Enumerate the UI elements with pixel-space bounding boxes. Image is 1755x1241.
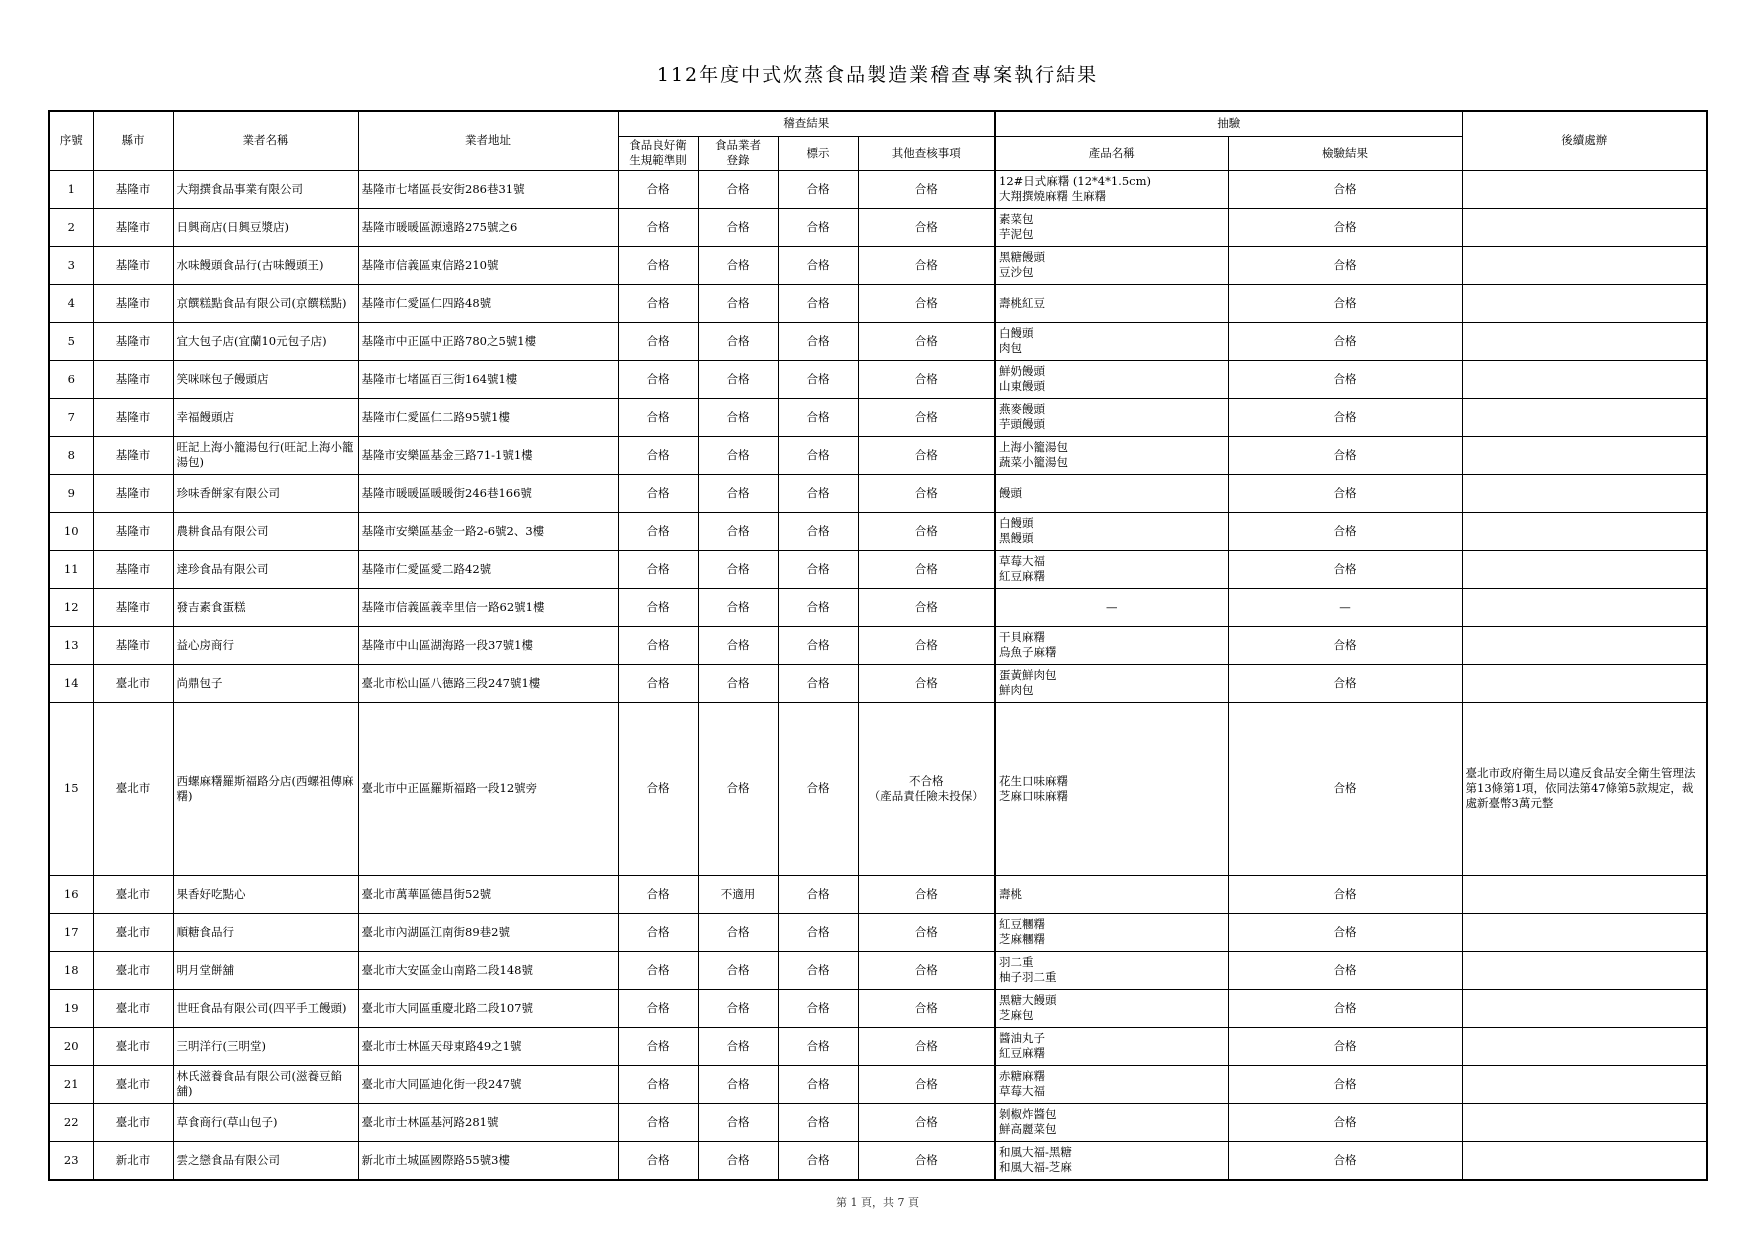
- cell-registration: 合格: [698, 702, 778, 875]
- cell-no: 12: [49, 588, 93, 626]
- cell-product: 剝椒炸醬包 鮮高麗菜包: [995, 1103, 1228, 1141]
- cell-test-result: 合格: [1228, 875, 1462, 913]
- cell-address: 基隆市安樂區基金三路71-1號1樓: [358, 436, 618, 474]
- table-row: [49, 702, 1707, 875]
- cell-other: 合格: [858, 1141, 995, 1180]
- cell-registration: 合格: [698, 664, 778, 702]
- cell-followup: [1462, 626, 1707, 664]
- table-row: [49, 588, 1707, 626]
- cell-address: 臺北市士林區基河路281號: [358, 1103, 618, 1141]
- cell-test-result: 合格: [1228, 170, 1462, 208]
- cell-county: 臺北市: [93, 664, 173, 702]
- cell-labeling: 合格: [778, 588, 858, 626]
- cell-county: 臺北市: [93, 1065, 173, 1103]
- cell-test-result: 合格: [1228, 284, 1462, 322]
- cell-business-name: 西螺麻糬羅斯福路分店(西螺祖傳麻糬): [173, 702, 358, 875]
- cell-other: 合格: [858, 913, 995, 951]
- cell-ghp: 合格: [618, 913, 698, 951]
- cell-business-name: 幸福饅頭店: [173, 398, 358, 436]
- cell-registration: 合格: [698, 951, 778, 989]
- cell-product: 蛋黃鮮肉包 鮮肉包: [995, 664, 1228, 702]
- cell-ghp: 合格: [618, 284, 698, 322]
- header-other: 其他查核事項: [858, 136, 995, 170]
- cell-address: 臺北市內湖區江南街89巷2號: [358, 913, 618, 951]
- cell-registration: 合格: [698, 170, 778, 208]
- header-product: 產品名稱: [995, 136, 1228, 170]
- cell-test-result: 合格: [1228, 1065, 1462, 1103]
- cell-labeling: 合格: [778, 1103, 858, 1141]
- cell-test-result: 合格: [1228, 1027, 1462, 1065]
- cell-labeling: 合格: [778, 1027, 858, 1065]
- cell-ghp: 合格: [618, 246, 698, 284]
- cell-registration: 合格: [698, 626, 778, 664]
- table-row: [49, 436, 1707, 474]
- cell-address: 基隆市暖暖區源遠路275號之6: [358, 208, 618, 246]
- cell-business-name: 益心房商行: [173, 626, 358, 664]
- cell-registration: 合格: [698, 913, 778, 951]
- cell-business-name: 尚鼎包子: [173, 664, 358, 702]
- cell-no: 8: [49, 436, 93, 474]
- cell-business-name: 京饌糕點食品有限公司(京饌糕點): [173, 284, 358, 322]
- table-row: [49, 875, 1707, 913]
- header-followup: 後續處辦: [1462, 111, 1707, 170]
- table-row: [49, 398, 1707, 436]
- cell-address: 基隆市中山區湖海路一段37號1樓: [358, 626, 618, 664]
- cell-followup: [1462, 1141, 1707, 1180]
- cell-business-name: 順糖食品行: [173, 913, 358, 951]
- cell-no: 13: [49, 626, 93, 664]
- cell-business-name: 日興商店(日興豆漿店): [173, 208, 358, 246]
- cell-other: 合格: [858, 1027, 995, 1065]
- cell-other: 合格: [858, 875, 995, 913]
- page-footer: 第 1 頁，共 7 頁: [836, 1196, 919, 1209]
- cell-test-result: 合格: [1228, 360, 1462, 398]
- header-registration: 食品業者 登錄: [698, 136, 778, 170]
- cell-ghp: 合格: [618, 208, 698, 246]
- cell-no: 11: [49, 550, 93, 588]
- cell-address: 基隆市仁愛區仁二路95號1樓: [358, 398, 618, 436]
- cell-business-name: 珍味香餅家有限公司: [173, 474, 358, 512]
- cell-product: 12#日式麻糬 (12*4*1.5cm) 大翔撰燒麻糬 生麻糬: [995, 170, 1228, 208]
- cell-county: 基隆市: [93, 512, 173, 550]
- cell-test-result: 合格: [1228, 702, 1462, 875]
- cell-no: 10: [49, 512, 93, 550]
- cell-registration: 合格: [698, 436, 778, 474]
- cell-county: 基隆市: [93, 550, 173, 588]
- cell-other: 合格: [858, 550, 995, 588]
- header-county: 縣市: [93, 111, 173, 170]
- cell-labeling: 合格: [778, 626, 858, 664]
- cell-product: 素菜包 芋泥包: [995, 208, 1228, 246]
- table-row: [49, 208, 1707, 246]
- cell-followup: [1462, 246, 1707, 284]
- cell-county: 基隆市: [93, 170, 173, 208]
- cell-no: 6: [49, 360, 93, 398]
- cell-address: 基隆市信義區義幸里信一路62號1樓: [358, 588, 618, 626]
- cell-no: 19: [49, 989, 93, 1027]
- cell-test-result: 合格: [1228, 550, 1462, 588]
- cell-registration: 合格: [698, 989, 778, 1027]
- cell-county: 基隆市: [93, 246, 173, 284]
- cell-business-name: 三明洋行(三明堂): [173, 1027, 358, 1065]
- table-row: [49, 664, 1707, 702]
- cell-county: 臺北市: [93, 702, 173, 875]
- cell-other: 合格: [858, 664, 995, 702]
- cell-county: 臺北市: [93, 913, 173, 951]
- cell-product: 和風大福-黑糖 和風大福-芝麻: [995, 1141, 1228, 1180]
- cell-product: 紅豆糰糬 芝麻糰糬: [995, 913, 1228, 951]
- cell-business-name: 果香好吃點心: [173, 875, 358, 913]
- cell-followup: [1462, 1103, 1707, 1141]
- cell-other: 合格: [858, 284, 995, 322]
- cell-registration: 合格: [698, 246, 778, 284]
- cell-followup: [1462, 913, 1707, 951]
- cell-address: 基隆市仁愛區仁四路48號: [358, 284, 618, 322]
- cell-county: 臺北市: [93, 875, 173, 913]
- cell-followup: [1462, 664, 1707, 702]
- cell-product: 干貝麻糬 烏魚子麻糬: [995, 626, 1228, 664]
- cell-county: 基隆市: [93, 322, 173, 360]
- cell-no: 18: [49, 951, 93, 989]
- cell-ghp: 合格: [618, 989, 698, 1027]
- cell-registration: 合格: [698, 474, 778, 512]
- cell-registration: 合格: [698, 512, 778, 550]
- table-row: [49, 913, 1707, 951]
- cell-labeling: 合格: [778, 246, 858, 284]
- cell-product: 鮮奶饅頭 山東饅頭: [995, 360, 1228, 398]
- cell-ghp: 合格: [618, 170, 698, 208]
- cell-ghp: 合格: [618, 550, 698, 588]
- cell-no: 16: [49, 875, 93, 913]
- cell-other: 合格: [858, 170, 995, 208]
- cell-other: 不合格 （產品責任險未投保）: [858, 702, 995, 875]
- cell-address: 基隆市七堵區百三街164號1樓: [358, 360, 618, 398]
- table-row: [49, 1141, 1707, 1180]
- table-row: [49, 474, 1707, 512]
- cell-followup: [1462, 1027, 1707, 1065]
- cell-labeling: 合格: [778, 208, 858, 246]
- cell-address: 臺北市中正區羅斯福路一段12號旁: [358, 702, 618, 875]
- cell-followup: [1462, 588, 1707, 626]
- cell-county: 基隆市: [93, 474, 173, 512]
- cell-product: —: [995, 588, 1228, 626]
- cell-followup: [1462, 360, 1707, 398]
- table-row: [49, 170, 1707, 208]
- cell-ghp: 合格: [618, 1103, 698, 1141]
- cell-labeling: 合格: [778, 170, 858, 208]
- cell-business-name: 農耕食品有限公司: [173, 512, 358, 550]
- cell-followup: [1462, 208, 1707, 246]
- cell-test-result: 合格: [1228, 951, 1462, 989]
- cell-registration: 合格: [698, 208, 778, 246]
- cell-business-name: 達珍食品有限公司: [173, 550, 358, 588]
- cell-business-name: 草食商行(草山包子): [173, 1103, 358, 1141]
- cell-labeling: 合格: [778, 398, 858, 436]
- cell-labeling: 合格: [778, 550, 858, 588]
- table-row: [49, 1027, 1707, 1065]
- cell-other: 合格: [858, 626, 995, 664]
- cell-product: 黑糖饅頭 豆沙包: [995, 246, 1228, 284]
- cell-business-name: 大翔撰食品事業有限公司: [173, 170, 358, 208]
- cell-product: 羽二重 柚子羽二重: [995, 951, 1228, 989]
- cell-followup: [1462, 875, 1707, 913]
- cell-labeling: 合格: [778, 989, 858, 1027]
- cell-no: 7: [49, 398, 93, 436]
- cell-labeling: 合格: [778, 360, 858, 398]
- cell-no: 17: [49, 913, 93, 951]
- cell-address: 基隆市信義區東信路210號: [358, 246, 618, 284]
- cell-other: 合格: [858, 1065, 995, 1103]
- cell-labeling: 合格: [778, 322, 858, 360]
- cell-other: 合格: [858, 474, 995, 512]
- cell-no: 1: [49, 170, 93, 208]
- header-name: 業者名稱: [173, 111, 358, 170]
- cell-other: 合格: [858, 208, 995, 246]
- cell-product: 花生口味麻糬 芝麻口味麻糬: [995, 702, 1228, 875]
- cell-ghp: 合格: [618, 626, 698, 664]
- header-inspection-group: 稽查結果: [618, 111, 995, 136]
- table-row: [49, 1065, 1707, 1103]
- cell-county: 臺北市: [93, 1027, 173, 1065]
- table-row: [49, 550, 1707, 588]
- table-row: [49, 626, 1707, 664]
- cell-product: 草莓大福 紅豆麻糬: [995, 550, 1228, 588]
- cell-followup: [1462, 512, 1707, 550]
- cell-no: 22: [49, 1103, 93, 1141]
- header-labeling: 標示: [778, 136, 858, 170]
- cell-other: 合格: [858, 322, 995, 360]
- cell-other: 合格: [858, 246, 995, 284]
- cell-labeling: 合格: [778, 875, 858, 913]
- cell-business-name: 林氏滋養食品有限公司(滋養豆餡舖): [173, 1065, 358, 1103]
- cell-business-name: 發吉素食蛋糕: [173, 588, 358, 626]
- cell-labeling: 合格: [778, 284, 858, 322]
- cell-no: 4: [49, 284, 93, 322]
- cell-county: 基隆市: [93, 398, 173, 436]
- cell-followup: [1462, 436, 1707, 474]
- cell-business-name: 雲之戀食品有限公司: [173, 1141, 358, 1180]
- cell-followup: [1462, 1065, 1707, 1103]
- cell-test-result: 合格: [1228, 322, 1462, 360]
- cell-no: 9: [49, 474, 93, 512]
- cell-product: 黑糖大饅頭 芝麻包: [995, 989, 1228, 1027]
- cell-other: 合格: [858, 436, 995, 474]
- cell-test-result: 合格: [1228, 436, 1462, 474]
- table-body: [49, 170, 1707, 1180]
- cell-labeling: 合格: [778, 1141, 858, 1180]
- table-row: [49, 512, 1707, 550]
- table-row: [49, 1103, 1707, 1141]
- cell-test-result: 合格: [1228, 1141, 1462, 1180]
- cell-address: 臺北市士林區天母東路49之1號: [358, 1027, 618, 1065]
- cell-test-result: 合格: [1228, 512, 1462, 550]
- table-row: [49, 989, 1707, 1027]
- cell-other: 合格: [858, 951, 995, 989]
- cell-registration: 合格: [698, 550, 778, 588]
- cell-product: 饅頭: [995, 474, 1228, 512]
- cell-followup: [1462, 550, 1707, 588]
- cell-product: 赤糖麻糬 草莓大福: [995, 1065, 1228, 1103]
- cell-no: 15: [49, 702, 93, 875]
- cell-county: 新北市: [93, 1141, 173, 1180]
- cell-followup: 臺北市政府衛生局以違反食品安全衛生管理法第13條第1項，依同法第47條第5款規定，裁處新臺幣3萬元整: [1462, 702, 1707, 875]
- cell-registration: 合格: [698, 322, 778, 360]
- table-row: [49, 322, 1707, 360]
- cell-business-name: 笑咪咪包子饅頭店: [173, 360, 358, 398]
- header-no: 序號: [49, 111, 93, 170]
- cell-no: 3: [49, 246, 93, 284]
- cell-address: 新北市土城區國際路55號3樓: [358, 1141, 618, 1180]
- cell-address: 基隆市安樂區基金一路2-6號2、3樓: [358, 512, 618, 550]
- cell-test-result: 合格: [1228, 246, 1462, 284]
- cell-ghp: 合格: [618, 664, 698, 702]
- cell-county: 基隆市: [93, 588, 173, 626]
- cell-registration: 不適用: [698, 875, 778, 913]
- cell-followup: [1462, 474, 1707, 512]
- cell-ghp: 合格: [618, 1065, 698, 1103]
- cell-ghp: 合格: [618, 1027, 698, 1065]
- table-row: [49, 246, 1707, 284]
- cell-test-result: 合格: [1228, 989, 1462, 1027]
- cell-followup: [1462, 322, 1707, 360]
- table-row: [49, 284, 1707, 322]
- cell-test-result: 合格: [1228, 626, 1462, 664]
- cell-address: 臺北市大同區重慶北路二段107號: [358, 989, 618, 1027]
- cell-labeling: 合格: [778, 702, 858, 875]
- header-ghp: 食品良好衛 生規範準則: [618, 136, 698, 170]
- cell-county: 基隆市: [93, 360, 173, 398]
- cell-labeling: 合格: [778, 913, 858, 951]
- cell-address: 基隆市暖暖區暖暖街246巷166號: [358, 474, 618, 512]
- cell-ghp: 合格: [618, 702, 698, 875]
- cell-product: 燕麥饅頭 芋頭饅頭: [995, 398, 1228, 436]
- cell-labeling: 合格: [778, 436, 858, 474]
- cell-county: 臺北市: [93, 951, 173, 989]
- cell-labeling: 合格: [778, 1065, 858, 1103]
- cell-labeling: 合格: [778, 664, 858, 702]
- cell-county: 臺北市: [93, 1103, 173, 1141]
- cell-ghp: 合格: [618, 951, 698, 989]
- cell-other: 合格: [858, 398, 995, 436]
- cell-no: 23: [49, 1141, 93, 1180]
- cell-registration: 合格: [698, 1065, 778, 1103]
- cell-followup: [1462, 989, 1707, 1027]
- cell-test-result: 合格: [1228, 208, 1462, 246]
- cell-followup: [1462, 398, 1707, 436]
- cell-business-name: 水味饅頭食品行(古味饅頭王): [173, 246, 358, 284]
- cell-ghp: 合格: [618, 512, 698, 550]
- cell-address: 臺北市大安區金山南路二段148號: [358, 951, 618, 989]
- cell-registration: 合格: [698, 1103, 778, 1141]
- cell-test-result: 合格: [1228, 913, 1462, 951]
- cell-test-result: 合格: [1228, 474, 1462, 512]
- cell-registration: 合格: [698, 284, 778, 322]
- table-row: [49, 951, 1707, 989]
- cell-county: 基隆市: [93, 208, 173, 246]
- cell-registration: 合格: [698, 360, 778, 398]
- cell-county: 臺北市: [93, 989, 173, 1027]
- cell-business-name: 宜大包子店(宜蘭10元包子店): [173, 322, 358, 360]
- cell-business-name: 世旺食品有限公司(四平手工饅頭): [173, 989, 358, 1027]
- cell-address: 基隆市七堵區長安街286巷31號: [358, 170, 618, 208]
- cell-test-result: 合格: [1228, 398, 1462, 436]
- cell-ghp: 合格: [618, 360, 698, 398]
- cell-ghp: 合格: [618, 588, 698, 626]
- inspection-results-table: [48, 110, 1708, 1181]
- cell-ghp: 合格: [618, 436, 698, 474]
- cell-followup: [1462, 284, 1707, 322]
- header-address: 業者地址: [358, 111, 618, 170]
- cell-other: 合格: [858, 588, 995, 626]
- cell-product: 白饅頭 肉包: [995, 322, 1228, 360]
- cell-registration: 合格: [698, 398, 778, 436]
- cell-product: 壽桃紅豆: [995, 284, 1228, 322]
- cell-test-result: 合格: [1228, 1103, 1462, 1141]
- cell-ghp: 合格: [618, 398, 698, 436]
- cell-no: 2: [49, 208, 93, 246]
- cell-county: 基隆市: [93, 626, 173, 664]
- cell-product: 醬油丸子 紅豆麻糬: [995, 1027, 1228, 1065]
- cell-product: 上海小籠湯包 蔬菜小籠湯包: [995, 436, 1228, 474]
- header-sampling-group: 抽驗: [995, 111, 1462, 136]
- cell-address: 臺北市松山區八德路三段247號1樓: [358, 664, 618, 702]
- page-title: 112年度中式炊蒸食品製造業稽查專案執行結果: [656, 64, 1099, 86]
- cell-address: 基隆市仁愛區愛二路42號: [358, 550, 618, 588]
- cell-test-result: —: [1228, 588, 1462, 626]
- cell-ghp: 合格: [618, 1141, 698, 1180]
- cell-ghp: 合格: [618, 875, 698, 913]
- cell-followup: [1462, 951, 1707, 989]
- cell-product: 壽桃: [995, 875, 1228, 913]
- cell-ghp: 合格: [618, 474, 698, 512]
- cell-other: 合格: [858, 512, 995, 550]
- table-row: [49, 360, 1707, 398]
- cell-no: 21: [49, 1065, 93, 1103]
- cell-followup: [1462, 170, 1707, 208]
- cell-ghp: 合格: [618, 322, 698, 360]
- cell-other: 合格: [858, 989, 995, 1027]
- cell-address: 臺北市大同區迪化街一段247號: [358, 1065, 618, 1103]
- cell-product: 白饅頭 黑饅頭: [995, 512, 1228, 550]
- cell-business-name: 旺記上海小籠湯包行(旺記上海小籠湯包): [173, 436, 358, 474]
- header-test-result: 檢驗結果: [1228, 136, 1462, 170]
- cell-no: 20: [49, 1027, 93, 1065]
- cell-no: 5: [49, 322, 93, 360]
- cell-labeling: 合格: [778, 474, 858, 512]
- cell-address: 基隆市中正區中正路780之5號1樓: [358, 322, 618, 360]
- cell-other: 合格: [858, 360, 995, 398]
- cell-no: 14: [49, 664, 93, 702]
- cell-county: 基隆市: [93, 284, 173, 322]
- cell-business-name: 明月堂餅舖: [173, 951, 358, 989]
- cell-registration: 合格: [698, 1027, 778, 1065]
- cell-county: 基隆市: [93, 436, 173, 474]
- cell-labeling: 合格: [778, 951, 858, 989]
- cell-address: 臺北市萬華區德昌街52號: [358, 875, 618, 913]
- cell-labeling: 合格: [778, 512, 858, 550]
- cell-test-result: 合格: [1228, 664, 1462, 702]
- cell-registration: 合格: [698, 588, 778, 626]
- cell-registration: 合格: [698, 1141, 778, 1180]
- cell-other: 合格: [858, 1103, 995, 1141]
